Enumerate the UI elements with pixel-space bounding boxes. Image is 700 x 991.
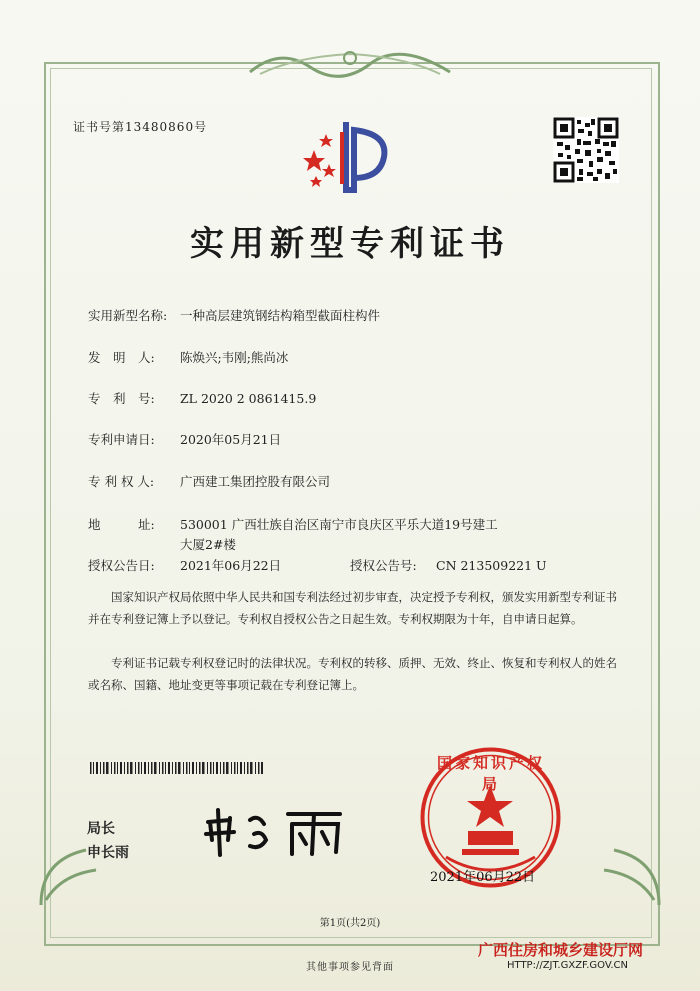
patent-office-logo xyxy=(296,112,404,194)
director-name: 申长雨 xyxy=(87,845,129,861)
field-address xyxy=(88,515,498,533)
certificate-number: 证书号第13480860号 xyxy=(73,120,208,134)
field-application-date xyxy=(88,430,281,448)
seal-date: 2021年06月22日 xyxy=(430,870,536,885)
field-label: 发 明 人: xyxy=(88,350,155,365)
certificate-title: 实用新型专利证书 xyxy=(190,224,510,264)
qr-code xyxy=(553,117,619,183)
page-number: 第1页(共2页) xyxy=(319,918,381,929)
field-value: CN 213509221 U xyxy=(436,558,547,573)
field-label: 专 利 号: xyxy=(88,391,155,406)
field-patentee xyxy=(88,472,330,490)
field-patent-number xyxy=(88,389,316,407)
watermark-url: HTTP://ZJT.GXZF.GOV.CN xyxy=(507,960,629,971)
corner-ornament-bottom-right xyxy=(594,840,664,910)
field-value: 530001 广西壮族自治区南宁市良庆区平乐大道19号建工 xyxy=(180,517,498,532)
field-label: 实用新型名称: xyxy=(88,308,168,323)
field-label: 专利申请日: xyxy=(88,432,155,447)
field-value: 一种高层建筑钢结构箱型截面柱构件 xyxy=(180,308,381,323)
director-signature xyxy=(200,800,350,860)
field-value: 2020年05月21日 xyxy=(180,432,282,447)
top-ornament xyxy=(240,42,460,82)
field-value: 2021年06月22日 xyxy=(180,558,282,573)
field-address-line2: 大厦2#楼 xyxy=(180,537,236,552)
field-value: 广西建工集团控股有限公司 xyxy=(180,474,331,489)
field-label: 地 址: xyxy=(88,517,155,532)
field-grant-number xyxy=(350,556,547,574)
field-label: 专 利 权 人: xyxy=(88,474,155,489)
field-utility-model-name xyxy=(88,306,380,324)
field-value: ZL 2020 2 0861415.9 xyxy=(180,391,317,406)
field-label: 授权公告号: xyxy=(350,558,417,573)
back-note: 其他事项参见背面 xyxy=(306,962,394,973)
field-label: 授权公告日: xyxy=(88,558,155,573)
field-grant-date xyxy=(88,556,281,574)
field-inventors xyxy=(88,348,288,366)
director-role: 局长 xyxy=(87,821,115,837)
field-value: 陈焕兴;韦刚;熊尚冰 xyxy=(180,350,289,365)
grant-statement-paragraph: 国家知识产权局依照中华人民共和国专利法经过初步审查，决定授予专利权，颁发实用新型专利证书并在专利登记簿上予以登记。专利权自授权公告之日起生效。专利权期限为十年，自申请日起算。 xyxy=(88,590,617,626)
legal-status-paragraph: 专利证书记载专利权登记时的法律状况。专利权的转移、质押、无效、终止、恢复和专利权人的姓名或名称、国籍、地址变更等事项记载在专利登记簿上。 xyxy=(88,656,617,692)
seal-text: 国家知识产权局 xyxy=(436,754,545,793)
barcode xyxy=(90,762,265,774)
watermark-site-title: 广西住房和城乡建设厅网 xyxy=(478,941,644,959)
